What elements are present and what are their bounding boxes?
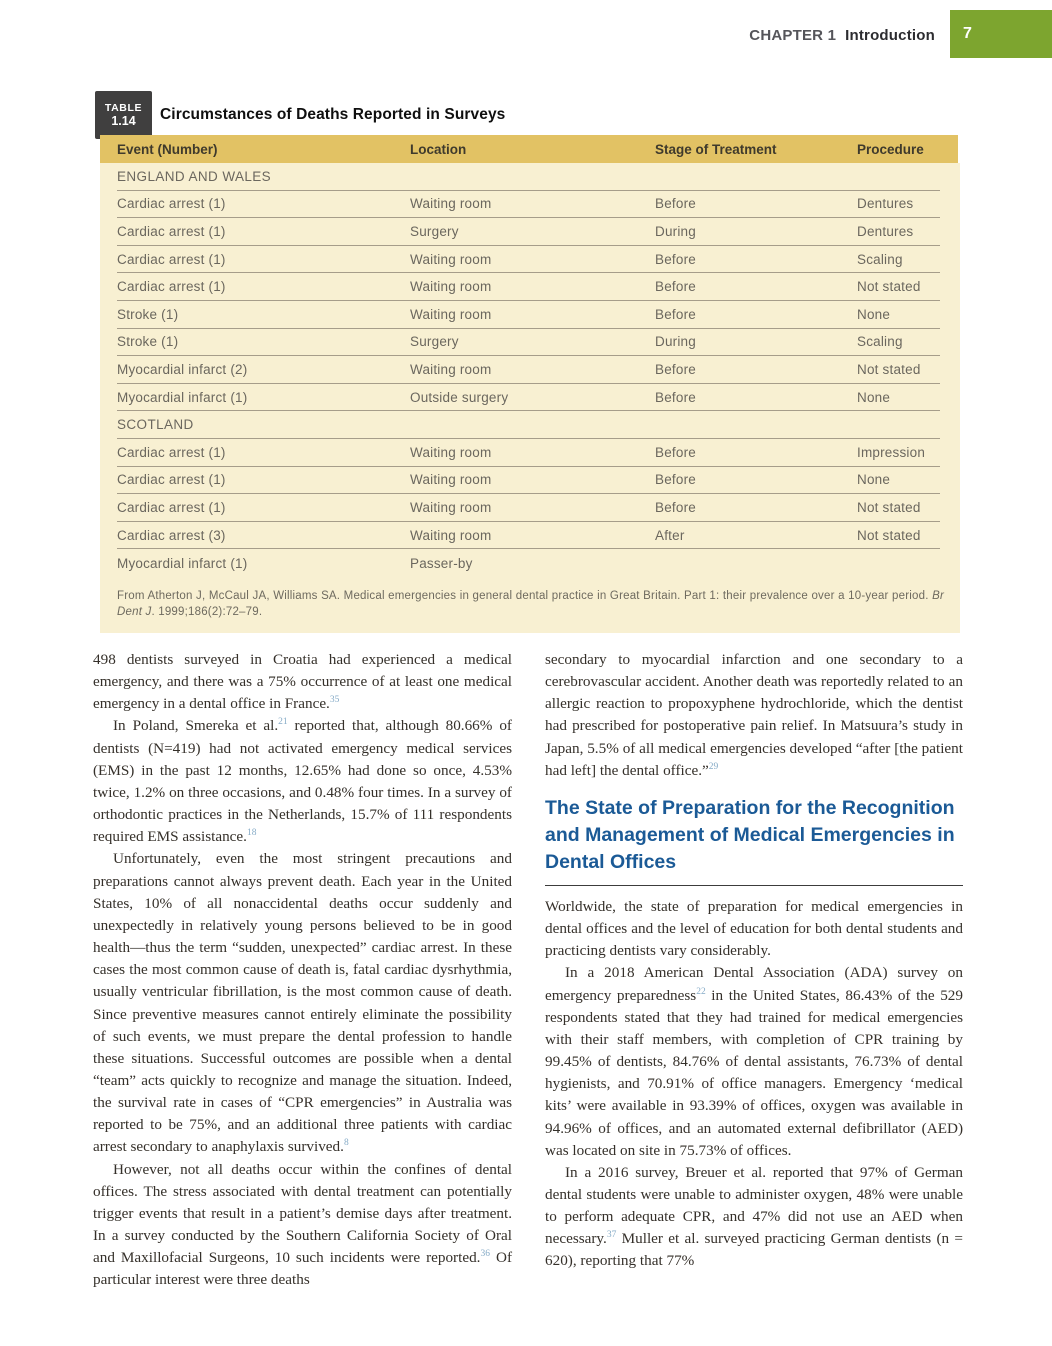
- table-cell: Myocardial infarct (2): [117, 361, 248, 377]
- chapter-title: Introduction: [845, 27, 935, 44]
- paragraph: Unfortunately, even the most stringent precautions and preparations cannot always prevent death. Each year in the United States, 10% of all nonaccidental deaths occur suddenly and unexpectedly in relatively young persons believed to be in good health—thus the term “sudden, unexpected” cardiac arrest. In these cases the most common cause of death is, fatal cardiac dysrhythmia, usually ventricular fibrillation, is the most common cause of death. Since preventive measures cannot entirely eliminate the possibility of such events, we must prepare the dental profession to handle these situations. Successful outcomes are possible when a dental “team” acts quickly to recognize and manage the situation. Indeed, the survival rate in cases of “CPR emergencies” in Australia was reported to be 75%, and an additional three patients with cardiac arrest secondary to anaphylaxis survived.$^8$: [93, 850, 512, 1156]
- table-row: [117, 273, 940, 301]
- source-text: From Atherton J, McCaul JA, Williams SA. Medical emergencies in general dental practice in Great Britain. Part 1: their prevalence over a 10-year period.: [117, 589, 933, 602]
- paragraph: In a 2018 American Dental Association (ADA) survey on emergency preparedness$^{22}$ in the United States, 86.43% of the 529 respondents stated that they had trained for medical emergencies with their staff members, with completion of CPR training by 99.45% of dentists, 84.76% of dental assistants, 76.73% of dental hygienists, and 70.91% of office managers. Emergency ‘medical kits’ were available in 93.39% of offices, oxygen was available in 94.96% of offices, and an automated external defibrillator (AED) was located on site in 75.73% of offices.: [545, 964, 963, 1159]
- table-cell: Cardiac arrest (3): [117, 527, 226, 543]
- table-cell: Waiting room: [410, 527, 492, 543]
- section-heading: The State of Preparation for the Recognition and Management of Medical Emergencies in Dental Offices: [545, 795, 963, 886]
- table-row: [117, 549, 940, 577]
- table-row: [117, 384, 940, 412]
- table-cell: Cardiac arrest (1): [117, 251, 226, 267]
- reference-superscript: 37: [606, 1230, 617, 1241]
- reference-superscript: 36: [480, 1249, 490, 1260]
- table-row: [117, 246, 940, 274]
- table-cell: Scaling: [857, 251, 903, 267]
- table-cell: Scaling: [857, 334, 903, 350]
- table-cell: Waiting room: [410, 279, 492, 295]
- table-cell: Cardiac arrest (1): [117, 279, 226, 295]
- column-header: Event (Number): [117, 141, 218, 157]
- table-cell: Waiting room: [410, 499, 492, 515]
- reference-superscript: 8: [343, 1138, 349, 1149]
- table-label-box: [95, 91, 152, 139]
- page-number-tab: [950, 10, 1052, 58]
- table-cell: Dentures: [857, 196, 914, 212]
- table-cell: During: [655, 223, 696, 239]
- page-number: 7: [963, 25, 972, 42]
- table-cell: Before: [655, 251, 696, 267]
- table-cell: Stroke (1): [117, 334, 179, 350]
- text-column-right: [545, 649, 963, 1273]
- column-header: Procedure: [857, 141, 924, 157]
- table-cell: Dentures: [857, 223, 914, 239]
- table-header-row: [100, 135, 958, 163]
- table-row: [117, 494, 940, 522]
- reference-superscript: 29: [708, 761, 719, 772]
- table-cell: Waiting room: [410, 196, 492, 212]
- paragraph: Worldwide, the state of preparation for medical emergencies in dental offices and the level of education for both dental students and practicing dentists vary considerably.: [545, 897, 963, 960]
- table-row: [117, 467, 940, 495]
- table-cell: Before: [655, 279, 696, 295]
- table-cell: Outside surgery: [410, 389, 509, 405]
- table-cell: Waiting room: [410, 361, 492, 377]
- table-cell: Before: [655, 306, 696, 322]
- table-cell: Before: [655, 361, 696, 377]
- table-cell: None: [857, 389, 891, 405]
- reference-superscript: 35: [329, 695, 340, 706]
- table-cell: Waiting room: [410, 472, 492, 488]
- table-row: [117, 522, 940, 550]
- table-cell: Cardiac arrest (1): [117, 196, 226, 212]
- paragraph: However, not all deaths occur within the confines of dental offices. The stress associated with dental treatment can potentially trigger events that result in a patient’s demise days after treatment. In a survey conducted by the Southern California Society of Oral and Maxillofacial Surgeons, 10 such incidents were reported.$^{36}$ Of particular interest were three deaths: [93, 1160, 512, 1289]
- table-cell: Cardiac arrest (1): [117, 444, 226, 460]
- table-cell: Before: [655, 499, 696, 515]
- source-suffix: . 1999;186(2):72–79.: [151, 605, 263, 618]
- table-cell: Surgery: [410, 334, 459, 350]
- table-title: Circumstances of Deaths Reported in Surveys: [160, 106, 506, 123]
- table-cell: Not stated: [857, 499, 921, 515]
- table-cell: Not stated: [857, 279, 921, 295]
- table-cell: Cardiac arrest (1): [117, 499, 226, 515]
- table-cell: Stroke (1): [117, 306, 179, 322]
- table-body: [100, 163, 960, 633]
- table-label-word: TABLE: [104, 101, 143, 114]
- table-cell: Before: [655, 389, 696, 405]
- column-header: Location: [410, 141, 467, 157]
- table-cell: Passer-by: [410, 555, 473, 571]
- table-cell: Waiting room: [410, 444, 492, 460]
- table-label-number: 1.14: [111, 113, 136, 128]
- table-source-note: [117, 588, 944, 620]
- reference-superscript: 22: [696, 986, 706, 997]
- table-row: [117, 301, 940, 329]
- table-cell: Cardiac arrest (1): [117, 223, 226, 239]
- table-row: [117, 191, 940, 219]
- paragraph: In Poland, Smereka et al.$^{21}$ reported that, although 80.66% of dentists (N=419) had not activated emergency medical services (EMS) in the past 12 months, 12.65% had done so once, 4.53% twice, 1.2% on three occasions, and 0.48% four times. In a survey of orthodontic practices in the Netherlands, 15.7% of 111 respondents required EMS assistance.$^{18}$: [93, 717, 512, 846]
- paragraph: In a 2016 survey, Breuer et al. reported that 97% of German dental students were unable to administer oxygen, 48% were unable to perform adequate CPR, and 47% did not use an AED when necessary.$^{37}$ Muller et al. surveyed practicing German dentists (n = 620), reporting that 77%: [545, 1163, 963, 1270]
- column-header: Stage of Treatment: [655, 141, 777, 157]
- table-cell: Waiting room: [410, 306, 492, 322]
- table-cell: Before: [655, 444, 696, 460]
- table-row: [117, 329, 940, 357]
- table-cell: During: [655, 334, 696, 350]
- table-cell: Impression: [857, 444, 926, 460]
- table-section-row: [117, 411, 940, 439]
- table-cell: Myocardial infarct (1): [117, 555, 248, 571]
- table-cell: Not stated: [857, 361, 921, 377]
- table-cell: Surgery: [410, 223, 459, 239]
- reference-superscript: 18: [246, 828, 257, 839]
- table-cell: Cardiac arrest (1): [117, 472, 226, 488]
- table-row: [117, 218, 940, 246]
- table-cell: Waiting room: [410, 251, 492, 267]
- table-cell: None: [857, 306, 891, 322]
- paragraph: secondary to myocardial infarction and one secondary to a cerebrovascular accident. Another death was reportedly related to an allergic reaction to propoxyphene hydrochloride, which the dentist had prescribed for postoperative pain relief. In Matsuura’s study in Japan, 5.5% of all medical emergencies developed “after [the patient had left] the dental office.”$^{29}$: [545, 651, 963, 779]
- table-cell: Not stated: [857, 527, 921, 543]
- source-journal-italic: Br Dent J: [117, 589, 944, 618]
- table-cell: After: [655, 527, 685, 543]
- running-head: [0, 27, 935, 44]
- table-section-row: [117, 163, 940, 191]
- table-cell: None: [857, 472, 891, 488]
- table-cell: Before: [655, 196, 696, 212]
- section-label: SCOTLAND: [117, 417, 194, 433]
- table-cell: Before: [655, 472, 696, 488]
- table-row: [117, 439, 940, 467]
- text-column-left: [93, 649, 512, 1292]
- paragraph: 498 dentists surveyed in Croatia had experienced a medical emergency, and there was a 75% occurrence of at least one medical emergency in a dental office in France.$^{35}$: [93, 651, 512, 713]
- chapter-label: CHAPTER 1: [749, 27, 837, 44]
- table-cell: Myocardial infarct (1): [117, 389, 248, 405]
- table-row: [117, 356, 940, 384]
- table-rows: [100, 163, 960, 577]
- reference-superscript: 21: [278, 717, 288, 728]
- section-label: ENGLAND AND WALES: [117, 168, 272, 184]
